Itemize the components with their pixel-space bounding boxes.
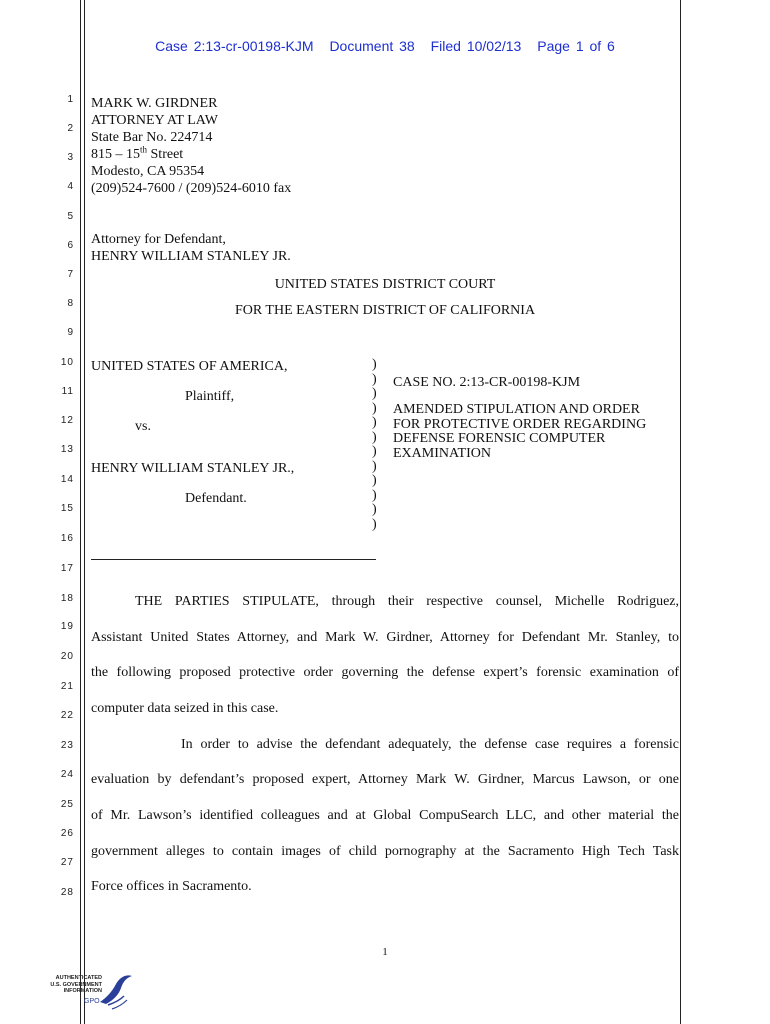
seal-text-line: U.S. GOVERNMENT bbox=[50, 981, 102, 988]
attorney-title: ATTORNEY AT LAW bbox=[91, 113, 218, 128]
court-name: UNITED STATES DISTRICT COURT bbox=[274, 277, 496, 292]
line-number: 17 bbox=[60, 563, 74, 574]
line-number: 27 bbox=[60, 857, 74, 868]
seal-text bbox=[40, 975, 102, 995]
case-number: CASE NO. 2:13-CR-00198-KJM bbox=[393, 375, 581, 390]
street-name: Street bbox=[147, 147, 184, 162]
line-number: 5 bbox=[67, 211, 74, 222]
caption-divider-line bbox=[91, 559, 376, 560]
line-number: 22 bbox=[60, 710, 74, 721]
line-number: 15 bbox=[60, 503, 74, 514]
line-number: 24 bbox=[60, 769, 74, 780]
line-number: 21 bbox=[60, 681, 74, 692]
line-number: 2 bbox=[67, 123, 74, 134]
body-paragraph-line: Assistant United States Attorney, and Mark W. Girdner, Attorney for Defendant Mr. Stanley, to bbox=[91, 630, 679, 645]
paren: ) bbox=[372, 400, 377, 416]
street-number: 815 – 15 bbox=[91, 147, 140, 162]
versus: vs. bbox=[135, 419, 151, 434]
line-number: 14 bbox=[60, 474, 74, 485]
left-margin-rule-inner bbox=[84, 0, 85, 1024]
attorney-for-block bbox=[91, 231, 291, 265]
paren: ) bbox=[372, 371, 377, 387]
document-title bbox=[393, 403, 646, 461]
gpo-eagle-icon bbox=[96, 972, 136, 1012]
attorney-for-name: HENRY WILLIAM STANLEY JR. bbox=[91, 249, 291, 264]
paren: ) bbox=[372, 473, 377, 488]
line-number: 12 bbox=[60, 415, 74, 426]
paren: ) bbox=[372, 429, 377, 445]
line-number: 9 bbox=[67, 327, 74, 338]
line-number: 19 bbox=[60, 621, 74, 632]
line-number: 28 bbox=[60, 887, 74, 898]
paren: ) bbox=[372, 357, 377, 372]
defendant-label: Defendant. bbox=[185, 491, 247, 506]
body-paragraph-line: the following proposed protective order governing the defense expert’s forensic examination of bbox=[91, 665, 679, 680]
line-number: 8 bbox=[67, 298, 74, 309]
caption-parentheses bbox=[372, 358, 377, 532]
line-number: 1 bbox=[67, 94, 74, 105]
body-paragraph-line: evaluation by defendant’s proposed expert, Attorney Mark W. Girdner, Marcus Lawson, or one bbox=[91, 772, 679, 787]
header-case-number: Case 2:13-cr-00198-KJM bbox=[155, 38, 314, 54]
attorney-info-block bbox=[91, 95, 291, 197]
body-paragraph-line: of Mr. Lawson’s identified colleagues and at Global CompuSearch LLC, and other material the bbox=[91, 808, 679, 823]
paren: ) bbox=[372, 487, 377, 503]
paren: ) bbox=[372, 502, 377, 517]
document-title-line: DEFENSE FORENSIC COMPUTER bbox=[393, 431, 606, 446]
line-number: 20 bbox=[60, 651, 74, 662]
left-margin-rule-outer bbox=[80, 0, 81, 1024]
paren: ) bbox=[372, 415, 377, 430]
attorney-city: Modesto, CA 95354 bbox=[91, 164, 205, 179]
attorney-for-label: Attorney for Defendant, bbox=[91, 232, 226, 247]
body-paragraph-line: Force offices in Sacramento. bbox=[91, 879, 252, 894]
line-number: 25 bbox=[60, 799, 74, 810]
defendant-name: HENRY WILLIAM STANLEY JR., bbox=[91, 461, 295, 476]
attorney-name: MARK W. GIRDNER bbox=[91, 96, 218, 111]
line-number: 11 bbox=[61, 386, 74, 397]
line-number: 23 bbox=[60, 740, 74, 751]
paren: ) bbox=[372, 458, 377, 474]
page-number: 1 bbox=[382, 946, 388, 958]
body-paragraph-line: In order to advise the defendant adequately, the defense case requires a forensic bbox=[181, 737, 679, 752]
line-number: 10 bbox=[60, 357, 74, 368]
line-number: 26 bbox=[60, 828, 74, 839]
right-margin-rule bbox=[680, 0, 681, 1024]
line-number: 18 bbox=[60, 593, 74, 604]
line-number: 3 bbox=[67, 152, 74, 163]
line-number: 6 bbox=[67, 240, 74, 251]
seal-gpo-label: GPO bbox=[84, 998, 100, 1005]
paren: ) bbox=[372, 386, 377, 401]
paren: ) bbox=[372, 444, 377, 459]
court-district: FOR THE EASTERN DISTRICT OF CALIFORNIA bbox=[234, 303, 536, 318]
seal-text-line: AUTHENTICATED bbox=[55, 975, 102, 981]
document-title-line: FOR PROTECTIVE ORDER REGARDING bbox=[393, 416, 647, 432]
paren: ) bbox=[372, 516, 377, 532]
seal-text-line: INFORMATION bbox=[63, 988, 102, 994]
plaintiff-label: Plaintiff, bbox=[185, 389, 235, 404]
body-paragraph-line: computer data seized in this case. bbox=[91, 701, 279, 716]
line-number: 7 bbox=[67, 269, 74, 280]
gpo-authentication-seal bbox=[40, 972, 130, 1012]
document-title-line: EXAMINATION bbox=[393, 445, 491, 461]
attorney-phone: (209)524-7600 / (209)524-6010 fax bbox=[91, 181, 292, 196]
body-paragraph-line: government alleges to contain images of child pornography at the Sacramento High Tech Task bbox=[91, 844, 679, 859]
street-ordinal: th bbox=[140, 144, 148, 155]
line-number: 13 bbox=[60, 444, 74, 455]
attorney-street bbox=[91, 146, 291, 163]
body-paragraph-line: THE PARTIES STIPULATE, through their respective counsel, Michelle Rodriguez, bbox=[135, 594, 679, 609]
line-number: 16 bbox=[60, 533, 74, 544]
filing-header bbox=[0, 38, 770, 54]
line-number: 4 bbox=[67, 181, 74, 192]
header-filed-date: Filed 10/02/13 bbox=[430, 38, 522, 54]
header-page-count: Page 1 of 6 bbox=[537, 38, 615, 54]
header-document-number: Document 38 bbox=[329, 38, 415, 54]
document-title-line: AMENDED STIPULATION AND ORDER bbox=[393, 402, 640, 417]
attorney-bar-number: State Bar No. 224714 bbox=[91, 130, 213, 145]
plaintiff-name: UNITED STATES OF AMERICA, bbox=[91, 359, 288, 374]
